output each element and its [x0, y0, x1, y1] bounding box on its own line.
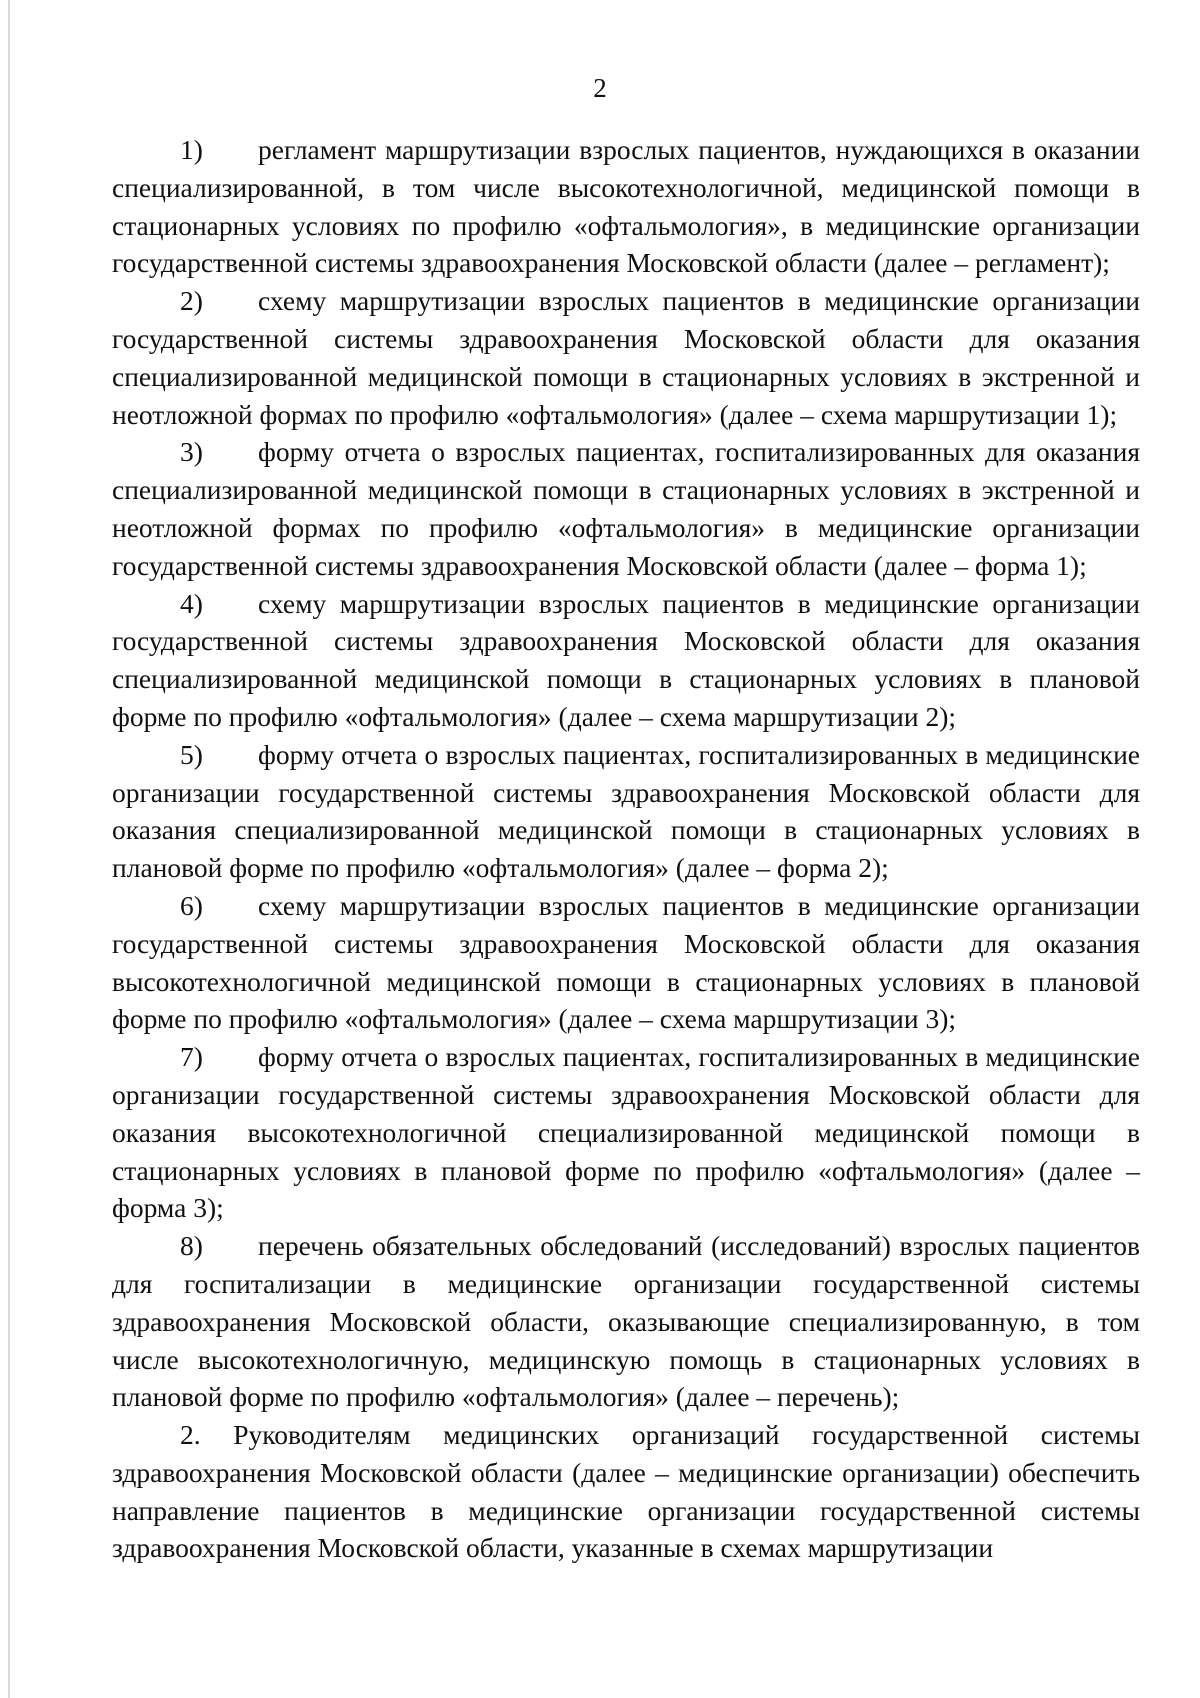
document-body: [112, 131, 1140, 1567]
list-item-text: перечень обязательных обследований (исследований) взрослых пациентов для госпитализации в медицинские организации государственной системы здравоохранения Московской области, оказывающие специализированную, в том числе высокотехнологичную, медицинскую помощь в стационарных условиях в плановой форме по профилю «офтальмология» (далее – перечень);: [112, 1230, 1140, 1413]
list-item-number: 1): [180, 134, 203, 165]
list-item-text: схему маршрутизации взрослых пациентов в медицинские организации государственной системы здравоохранения Московской области для оказания высокотехнологичной медицинской помощи в стационарных условиях в плановой форме по профилю «офтальмология» (далее – схема маршрутизации 3);: [112, 889, 1140, 1035]
list-item-text: схему маршрутизации взрослых пациентов в медицинские организации государственной системы здравоохранения Московской области для оказания специализированной медицинской помощи в стационарных условиях в экстренной и неотложной формах по профилю «офтальмология» (далее – схема маршрутизации 1);: [112, 285, 1140, 430]
list-item-text: регламент маршрутизации взрослых пациентов, нуждающихся в оказании специализированной, в том числе высокотехнологичной, медицинской помощи в стационарных условиях по профилю «офтальмология», в медицинские организации государственной системы здравоохранения Московской области (далее – регламент);: [112, 134, 1140, 279]
list-item-text: форму отчета о взрослых пациентах, госпитализированных в медицинские организации государственной системы здравоохранения Московской области для оказания высокотехнологичной специализированной медицинской помощи в стационарных условиях в плановой форме по профилю «офтальмология» (далее – форма 3);: [112, 1041, 1140, 1224]
list-item-number: 7): [180, 1041, 203, 1073]
list-item-4: [112, 585, 1140, 736]
page-number: 2: [593, 73, 607, 103]
list-item-2: [112, 282, 1140, 433]
list-item-1: [112, 131, 1140, 282]
list-item-number: 5): [180, 738, 203, 770]
list-item-7: [112, 1038, 1140, 1227]
list-item-number: 3): [180, 436, 203, 468]
list-item-text: форму отчета о взрослых пациентах, госпитализированных в медицинские организации государственной системы здравоохранения Московской области для оказания специализированной медицинской помощи в стационарных условиях в плановой форме по профилю «офтальмология» (далее – форма 2);: [112, 738, 1140, 884]
list-item-text: схему маршрутизации взрослых пациентов в медицинские организации государственной системы здравоохранения Московской области для оказания специализированной медицинской помощи в стационарных условиях в плановой форме по профилю «офтальмология» (далее – схема маршрутизации 2);: [112, 587, 1140, 732]
clause-2-paragraph: 2. Руководителям медицинских организаций государственной системы здравоохранения Московской области (далее – медицинские организации) обеспечить направление пациентов в медицинские организации государственной системы здравоохранения Московской области, указанные в схемах маршрутизации: [112, 1419, 1140, 1564]
list-item-number: 8): [180, 1230, 203, 1262]
list-item-8: [112, 1227, 1140, 1416]
list-item-number: 6): [180, 889, 203, 921]
list-item-number: 4): [180, 587, 203, 619]
list-item-6: [112, 887, 1140, 1038]
list-item-number: 2): [180, 285, 203, 317]
list-item-3: [112, 433, 1140, 584]
list-item-text: форму отчета о взрослых пациентах, госпитализированных для оказания специализированной медицинской помощи в стационарных условиях в экстренной и неотложной формах по профилю «офтальмология» в медицинские организации государственной системы здравоохранения Московской области (далее – форма 1);: [112, 436, 1140, 581]
scan-edge-line: [8, 0, 10, 1698]
list-item-5: [112, 736, 1140, 887]
